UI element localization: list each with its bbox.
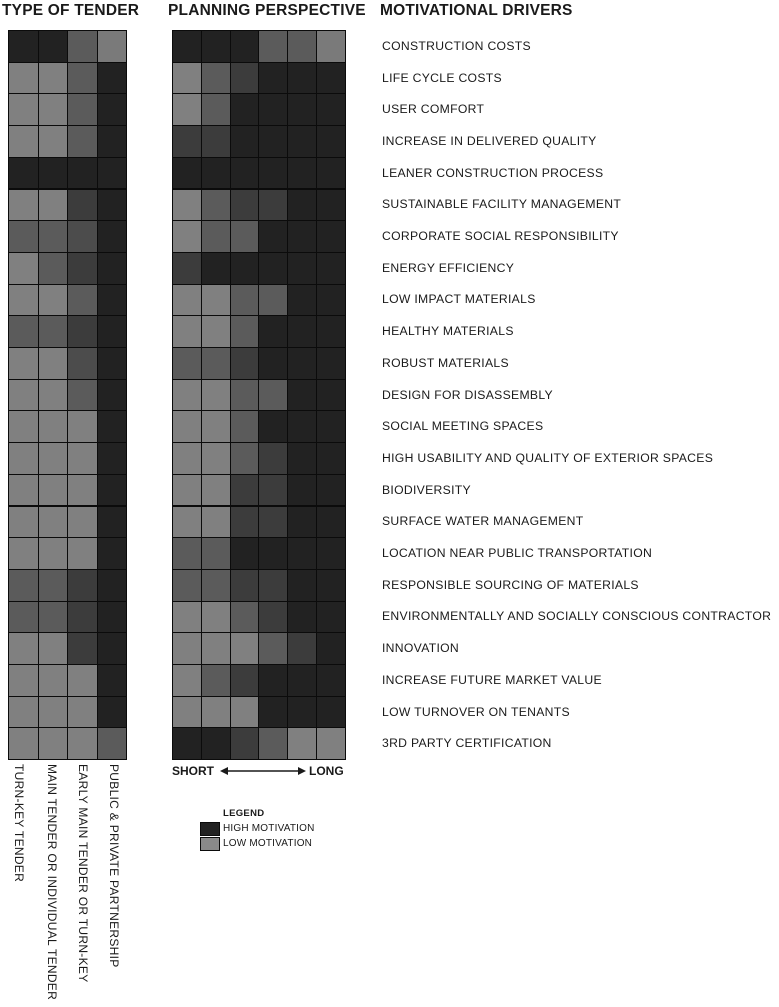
heatmap-cell xyxy=(67,601,98,634)
heatmap-cell xyxy=(8,189,39,222)
heatmap-cell xyxy=(67,696,98,729)
scale-short-label: SHORT xyxy=(172,764,214,778)
heatmap-cell xyxy=(201,442,231,475)
heatmap-cell xyxy=(258,220,288,253)
heatmap-cell xyxy=(287,62,317,95)
heatmap-cell xyxy=(287,315,317,348)
heatmap-cell xyxy=(201,30,231,63)
heatmap-cell xyxy=(201,537,231,570)
heatmap-cell xyxy=(172,347,202,380)
heatmap-cell xyxy=(38,506,69,539)
heatmap-cell xyxy=(230,315,260,348)
heatmap-cell xyxy=(97,696,128,729)
heatmap-cell xyxy=(8,125,39,158)
heatmap-cell xyxy=(97,30,128,63)
heatmap-cell xyxy=(67,410,98,443)
legend-label-low: LOW MOTIVATION xyxy=(223,838,313,849)
heatmap-cell xyxy=(258,410,288,443)
heatmap-cell xyxy=(287,474,317,507)
heatmap-cell xyxy=(258,379,288,412)
driver-label: LOW IMPACT MATERIALS xyxy=(382,292,536,307)
heatmap-cell xyxy=(8,410,39,443)
driver-label: INNOVATION xyxy=(382,641,460,656)
heatmap-cell xyxy=(67,125,98,158)
driver-label: BIODIVERSITY xyxy=(382,482,471,497)
heatmap-cell xyxy=(230,410,260,443)
heatmap-cell xyxy=(67,315,98,348)
heatmap-cell xyxy=(287,410,317,443)
heatmap-cell xyxy=(316,379,346,412)
heatmap-cell xyxy=(201,569,231,602)
heatmap-cell xyxy=(201,727,231,760)
driver-label: INCREASE IN DELIVERED QUALITY xyxy=(382,133,597,148)
heatmap-cell xyxy=(316,125,346,158)
heatmap-cell xyxy=(316,632,346,665)
heatmap-cell xyxy=(258,157,288,190)
heatmap-cell xyxy=(67,62,98,95)
heatmap-cell xyxy=(67,632,98,665)
heatmap-cell xyxy=(97,664,128,697)
heatmap-cell xyxy=(8,537,39,570)
heatmap-cell xyxy=(316,696,346,729)
heatmap-cell xyxy=(172,696,202,729)
heatmap-cell xyxy=(316,442,346,475)
driver-label: ENERGY EFFICIENCY xyxy=(382,260,515,275)
heatmap-cell xyxy=(258,30,288,63)
heatmap-cell xyxy=(316,252,346,285)
planning-header: PLANNING PERSPECTIVE xyxy=(168,2,366,19)
driver-label: CONSTRUCTION COSTS xyxy=(382,38,531,53)
heatmap-cell xyxy=(67,347,98,380)
heatmap-cell xyxy=(38,315,69,348)
heatmap-cell xyxy=(172,157,202,190)
driver-label: SURFACE WATER MANAGEMENT xyxy=(382,514,584,529)
heatmap-cell xyxy=(258,727,288,760)
heatmap-cell xyxy=(316,569,346,602)
heatmap-cell xyxy=(38,632,69,665)
heatmap-cell xyxy=(258,664,288,697)
heatmap-cell xyxy=(201,62,231,95)
heatmap-cell xyxy=(287,379,317,412)
driver-label: RESPONSIBLE SOURCING OF MATERIALS xyxy=(382,577,639,592)
heatmap-cell xyxy=(287,696,317,729)
heatmap-cell xyxy=(287,727,317,760)
heatmap-cell xyxy=(38,569,69,602)
heatmap-cell xyxy=(97,537,128,570)
heatmap-cell xyxy=(230,284,260,317)
heatmap-cell xyxy=(38,62,69,95)
heatmap-cell xyxy=(8,727,39,760)
heatmap-cell xyxy=(258,537,288,570)
driver-label: LEANER CONSTRUCTION PROCESS xyxy=(382,165,604,180)
heatmap-cell xyxy=(172,664,202,697)
driver-label: HIGH USABILITY AND QUALITY OF EXTERIOR SPACES xyxy=(382,450,714,465)
heatmap-cell xyxy=(97,601,128,634)
scale-long-label: LONG xyxy=(309,764,344,778)
heatmap-cell xyxy=(258,442,288,475)
driver-label: ENVIRONMENTALLY AND SOCIALLY CONSCIOUS CONTRACTOR xyxy=(382,609,772,624)
heatmap-cell xyxy=(172,537,202,570)
heatmap-cell xyxy=(201,157,231,190)
heatmap-cell xyxy=(287,125,317,158)
driver-label: USER COMFORT xyxy=(382,102,485,117)
heatmap-cell xyxy=(8,252,39,285)
heatmap-cell xyxy=(97,189,128,222)
heatmap-cell xyxy=(67,157,98,190)
heatmap-cell xyxy=(97,157,128,190)
heatmap-cell xyxy=(258,93,288,126)
heatmap-cell xyxy=(230,442,260,475)
heatmap-cell xyxy=(230,93,260,126)
heatmap-cell xyxy=(38,30,69,63)
heatmap-cell xyxy=(38,347,69,380)
legend-title: LEGEND xyxy=(223,808,265,819)
heatmap-cell xyxy=(67,189,98,222)
heatmap-cell xyxy=(172,727,202,760)
heatmap-cell xyxy=(316,189,346,222)
heatmap-cell xyxy=(201,125,231,158)
heatmap-cell xyxy=(258,696,288,729)
driver-label: DESIGN FOR DISASSEMBLY xyxy=(382,387,553,402)
heatmap-cell xyxy=(230,727,260,760)
tender-header: TYPE OF TENDER xyxy=(2,2,140,19)
planning-perspective-heatmap xyxy=(172,30,345,758)
heatmap-cell xyxy=(230,125,260,158)
heatmap-cell xyxy=(316,506,346,539)
heatmap-cell xyxy=(258,284,288,317)
heatmap-cell xyxy=(97,569,128,602)
driver-label: CORPORATE SOCIAL RESPONSIBILITY xyxy=(382,229,619,244)
heatmap-cell xyxy=(38,220,69,253)
heatmap-cell xyxy=(8,30,39,63)
heatmap-cell xyxy=(172,379,202,412)
heatmap-cell xyxy=(97,62,128,95)
legend-label-high: HIGH MOTIVATION xyxy=(223,823,315,834)
heatmap-cell xyxy=(287,220,317,253)
driver-label: ROBUST MATERIALS xyxy=(382,355,509,370)
heatmap-cell xyxy=(97,315,128,348)
heatmap-cell xyxy=(97,347,128,380)
heatmap-cell xyxy=(67,474,98,507)
heatmap-cell xyxy=(316,410,346,443)
heatmap-cell xyxy=(172,252,202,285)
driver-label: INCREASE FUTURE MARKET VALUE xyxy=(382,672,602,687)
heatmap-cell xyxy=(8,442,39,475)
driver-label: SOCIAL MEETING SPACES xyxy=(382,419,544,434)
heatmap-cell xyxy=(201,252,231,285)
heatmap-cell xyxy=(230,347,260,380)
heatmap-cell xyxy=(258,347,288,380)
heatmap-cell xyxy=(38,379,69,412)
heatmap-cell xyxy=(316,601,346,634)
heatmap-cell xyxy=(67,569,98,602)
heatmap-cell xyxy=(172,30,202,63)
heatmap-cell xyxy=(8,315,39,348)
heatmap-cell xyxy=(172,442,202,475)
heatmap-cell xyxy=(97,410,128,443)
heatmap-cell xyxy=(38,93,69,126)
heatmap-cell xyxy=(258,601,288,634)
heatmap-cell xyxy=(230,664,260,697)
heatmap-cell xyxy=(97,379,128,412)
heatmap-cell xyxy=(258,252,288,285)
heatmap-cell xyxy=(38,189,69,222)
legend xyxy=(196,808,356,858)
driver-label: LIFE CYCLE COSTS xyxy=(382,70,502,85)
heatmap-cell xyxy=(201,601,231,634)
heatmap-cell xyxy=(172,93,202,126)
heatmap-cell xyxy=(316,474,346,507)
heatmap-cell xyxy=(97,442,128,475)
driver-label: 3RD PARTY CERTIFICATION xyxy=(382,736,552,751)
heatmap-cell xyxy=(97,93,128,126)
heatmap-cell xyxy=(258,506,288,539)
heatmap-cell xyxy=(97,632,128,665)
driver-label: HEALTHY MATERIALS xyxy=(382,324,514,339)
heatmap-cell xyxy=(67,664,98,697)
heatmap-cell xyxy=(8,62,39,95)
tender-column-label: MAIN TENDER OR INDIVIDUAL TENDER xyxy=(45,764,59,1001)
heatmap-cell xyxy=(8,284,39,317)
heatmap-cell xyxy=(258,569,288,602)
heatmap-cell xyxy=(97,284,128,317)
heatmap-cell xyxy=(172,220,202,253)
heatmap-cell xyxy=(38,537,69,570)
heatmap-cell xyxy=(172,474,202,507)
heatmap-cell xyxy=(67,379,98,412)
legend-swatch-low xyxy=(200,837,220,851)
heatmap-cell xyxy=(8,601,39,634)
heatmap-cell xyxy=(97,125,128,158)
heatmap-cell xyxy=(201,474,231,507)
heatmap-cell xyxy=(201,696,231,729)
heatmap-cell xyxy=(201,347,231,380)
heatmap-cell xyxy=(258,189,288,222)
heatmap-cell xyxy=(230,506,260,539)
heatmap-cell xyxy=(67,252,98,285)
heatmap-cell xyxy=(287,506,317,539)
heatmap-cell xyxy=(38,284,69,317)
heatmap-cell xyxy=(287,30,317,63)
heatmap-cell xyxy=(172,569,202,602)
heatmap-cell xyxy=(287,632,317,665)
driver-label: LOW TURNOVER ON TENANTS xyxy=(382,704,570,719)
heatmap-cell xyxy=(8,474,39,507)
heatmap-cell xyxy=(230,220,260,253)
heatmap-cell xyxy=(97,252,128,285)
heatmap-cell xyxy=(38,727,69,760)
heatmap-cell xyxy=(258,474,288,507)
heatmap-cell xyxy=(230,537,260,570)
heatmap-cell xyxy=(8,569,39,602)
heatmap-cell xyxy=(97,727,128,760)
heatmap-cell xyxy=(287,252,317,285)
heatmap-cell xyxy=(316,93,346,126)
heatmap-cell xyxy=(201,632,231,665)
perspective-scale xyxy=(172,762,346,780)
heatmap-cell xyxy=(38,601,69,634)
heatmap-cell xyxy=(38,474,69,507)
heatmap-cell xyxy=(97,474,128,507)
heatmap-cell xyxy=(287,601,317,634)
heatmap-cell xyxy=(258,62,288,95)
heatmap-cell xyxy=(172,284,202,317)
heatmap-cell xyxy=(38,696,69,729)
heatmap-cell xyxy=(230,632,260,665)
tender-column-label: EARLY MAIN TENDER OR TURN-KEY xyxy=(76,764,90,983)
heatmap-cell xyxy=(172,410,202,443)
heatmap-cell xyxy=(172,506,202,539)
heatmap-cell xyxy=(230,189,260,222)
heatmap-cell xyxy=(8,220,39,253)
heatmap-cell xyxy=(316,30,346,63)
heatmap-cell xyxy=(8,696,39,729)
double-arrow-icon xyxy=(220,767,306,775)
heatmap-cell xyxy=(316,727,346,760)
heatmap-cell xyxy=(172,601,202,634)
heatmap-cell xyxy=(172,315,202,348)
heatmap-cell xyxy=(258,125,288,158)
heatmap-cell xyxy=(287,569,317,602)
heatmap-cell xyxy=(67,220,98,253)
heatmap-cell xyxy=(8,664,39,697)
legend-swatch-high xyxy=(200,822,220,836)
heatmap-cell xyxy=(172,632,202,665)
heatmap-cell xyxy=(8,93,39,126)
heatmap-cell xyxy=(287,442,317,475)
heatmap-cell xyxy=(258,632,288,665)
heatmap-cell xyxy=(230,252,260,285)
heatmap-cell xyxy=(201,189,231,222)
heatmap-cell xyxy=(287,284,317,317)
heatmap-cell xyxy=(287,189,317,222)
heatmap-cell xyxy=(97,220,128,253)
heatmap-cell xyxy=(230,474,260,507)
heatmap-cell xyxy=(316,664,346,697)
heatmap-cell xyxy=(38,442,69,475)
tender-column-label: PUBLIC & PRIVATE PARTNERSHIP xyxy=(107,764,121,968)
heatmap-cell xyxy=(316,220,346,253)
heatmap-cell xyxy=(316,157,346,190)
heatmap-cell xyxy=(287,93,317,126)
heatmap-cell xyxy=(38,157,69,190)
heatmap-cell xyxy=(67,537,98,570)
heatmap-cell xyxy=(230,569,260,602)
heatmap-cell xyxy=(201,410,231,443)
heatmap-cell xyxy=(38,125,69,158)
heatmap-cell xyxy=(38,252,69,285)
driver-label: LOCATION NEAR PUBLIC TRANSPORTATION xyxy=(382,546,653,561)
heatmap-cell xyxy=(201,284,231,317)
heatmap-cell xyxy=(67,727,98,760)
heatmap-cell xyxy=(67,30,98,63)
heatmap-cell xyxy=(201,664,231,697)
heatmap-cell xyxy=(67,442,98,475)
heatmap-cell xyxy=(8,506,39,539)
heatmap-cell xyxy=(67,93,98,126)
heatmap-cell xyxy=(201,315,231,348)
heatmap-cell xyxy=(172,125,202,158)
heatmap-cell xyxy=(8,379,39,412)
heatmap-cell xyxy=(38,410,69,443)
heatmap-cell xyxy=(67,284,98,317)
heatmap-cell xyxy=(67,506,98,539)
driver-label: SUSTAINABLE FACILITY MANAGEMENT xyxy=(382,197,622,212)
drivers-header: MOTIVATIONAL DRIVERS xyxy=(380,2,573,19)
heatmap-cell xyxy=(287,537,317,570)
heatmap-cell xyxy=(172,189,202,222)
tender-heatmap xyxy=(8,30,126,758)
heatmap-cell xyxy=(230,379,260,412)
heatmap-cell xyxy=(230,62,260,95)
heatmap-cell xyxy=(8,632,39,665)
heatmap-cell xyxy=(8,347,39,380)
heatmap-cell xyxy=(8,157,39,190)
heatmap-cell xyxy=(287,347,317,380)
heatmap-cell xyxy=(230,157,260,190)
heatmap-cell xyxy=(258,315,288,348)
heatmap-cell xyxy=(230,696,260,729)
heatmap-cell xyxy=(230,30,260,63)
heatmap-cell xyxy=(201,506,231,539)
tender-column-label: TURN-KEY TENDER xyxy=(12,764,26,883)
heatmap-cell xyxy=(201,93,231,126)
heatmap-cell xyxy=(201,379,231,412)
heatmap-cell xyxy=(172,62,202,95)
heatmap-cell xyxy=(97,506,128,539)
heatmap-cell xyxy=(316,284,346,317)
heatmap-cell xyxy=(38,664,69,697)
heatmap-cell xyxy=(287,157,317,190)
heatmap-cell xyxy=(287,664,317,697)
heatmap-cell xyxy=(230,601,260,634)
heatmap-cell xyxy=(201,220,231,253)
heatmap-cell xyxy=(316,315,346,348)
heatmap-cell xyxy=(316,62,346,95)
heatmap-cell xyxy=(316,537,346,570)
heatmap-cell xyxy=(316,347,346,380)
